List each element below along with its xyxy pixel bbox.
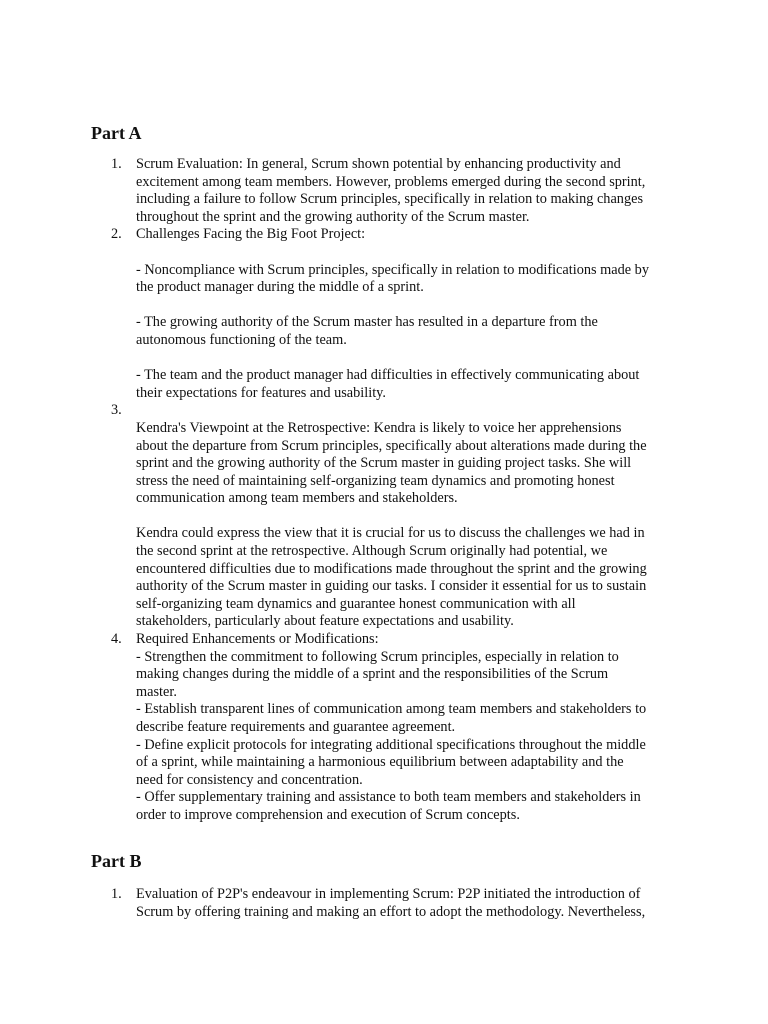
text-line: authority of the Scrum master in guiding our tasks. I consider it essential for us to sustain — [136, 578, 647, 595]
text-line: including a failure to follow Scrum principles, specifically in relation to making changes — [136, 191, 644, 208]
text-line: - Strengthen the commitment to following Scrum principles, especially in relation to — [136, 648, 619, 665]
item-number: 1. — [111, 156, 122, 172]
part-a-heading: Part A — [91, 123, 142, 143]
text-line: their expectations for features and usability. — [136, 384, 386, 401]
part-a-list — [0, 156, 768, 825]
text-line: - The growing authority of the Scrum master has resulted in a departure from the — [136, 314, 598, 331]
item-number: 3. — [111, 402, 122, 419]
text-line: Kendra's Viewpoint at the Retrospective: Kendra is likely to voice her apprehensions — [136, 419, 622, 436]
text-line: throughout the sprint and the growing authority of the Scrum master. — [136, 208, 530, 225]
paragraph-gap — [136, 402, 678, 420]
text-line: Required Enhancements or Modifications: — [136, 631, 379, 648]
paragraph-gap — [136, 297, 678, 315]
item-number: 2. — [111, 226, 122, 243]
text-line: Evaluation of P2P's endeavour in implementing Scrum: P2P initiated the introduction of — [136, 886, 641, 902]
list-item — [0, 156, 678, 226]
text-line: Kendra could express the view that it is crucial for us to discuss the challenges we had in — [136, 525, 645, 542]
part-b-heading: Part B — [91, 851, 142, 871]
list-item — [0, 402, 678, 631]
list-item — [0, 631, 678, 825]
text-line: Scrum by offering training and making an effort to adopt the methodology. Nevertheless, — [136, 903, 646, 920]
text-line: communication among team members and stakeholders. — [136, 490, 458, 507]
text-line: excitement among team members. However, problems emerged during the second sprint, — [136, 173, 646, 190]
paragraph — [136, 420, 678, 508]
text-line: stress the need of maintaining self-organizing team dynamics and promoting honest — [136, 472, 615, 489]
text-line: autonomous functioning of the team. — [136, 331, 347, 348]
paragraph-gap — [136, 508, 678, 526]
text-line: - Offer supplementary training and assistance to both team members and stakeholders in — [136, 789, 641, 806]
item-number: 4. — [111, 631, 122, 648]
text-line: stakeholders, particularly about feature expectations and usability. — [136, 613, 514, 630]
text-line: order to improve comprehension and execution of Scrum concepts. — [136, 806, 520, 823]
text-line: Scrum Evaluation: In general, Scrum shown potential by enhancing productivity and — [136, 156, 621, 172]
paragraph — [136, 262, 678, 297]
text-line: - Establish transparent lines of communication among team members and stakeholders to — [136, 701, 647, 718]
text-line: making changes during the middle of a sprint and the responsibilities of the Scrum — [136, 666, 609, 683]
paragraph — [136, 525, 678, 631]
paragraph — [136, 314, 678, 349]
list-item — [0, 886, 678, 921]
part-b-list — [0, 886, 768, 921]
text-line: - Noncompliance with Scrum principles, specifically in relation to modifications made by — [136, 261, 649, 278]
text-line: need for consistency and concentration. — [136, 771, 363, 788]
paragraph — [136, 367, 678, 402]
item-number: 1. — [111, 886, 122, 902]
text-line: sprint and the growing authority of the Scrum master in guiding project tasks. She will — [136, 455, 632, 472]
text-line: the product manager during the middle of a sprint. — [136, 279, 424, 296]
paragraph-gap — [136, 244, 678, 262]
text-line: - Define explicit protocols for integrating additional specifications throughout the middle — [136, 736, 646, 753]
list-item — [0, 226, 678, 402]
text-line: master. — [136, 683, 177, 700]
text-line: - The team and the product manager had difficulties in effectively communicating about — [136, 367, 640, 384]
text-line: self-organizing team dynamics and guarantee honest communication with all — [136, 595, 576, 612]
text-line: of a sprint, while maintaining a harmonious equilibrium between adaptability and the — [136, 754, 624, 771]
item-title: Challenges Facing the Big Foot Project: — [136, 226, 366, 243]
paragraph-gap — [136, 350, 678, 368]
text-line: describe feature requirements and guarantee agreement. — [136, 719, 456, 735]
text-line: the second sprint at the retrospective. Although Scrum originally had potential, we — [136, 543, 608, 560]
text-line: about the departure from Scrum principles, specifically about alterations made during the — [136, 437, 647, 454]
text-line: encountered difficulties due to modifications made throughout the sprint and the growing — [136, 560, 647, 577]
